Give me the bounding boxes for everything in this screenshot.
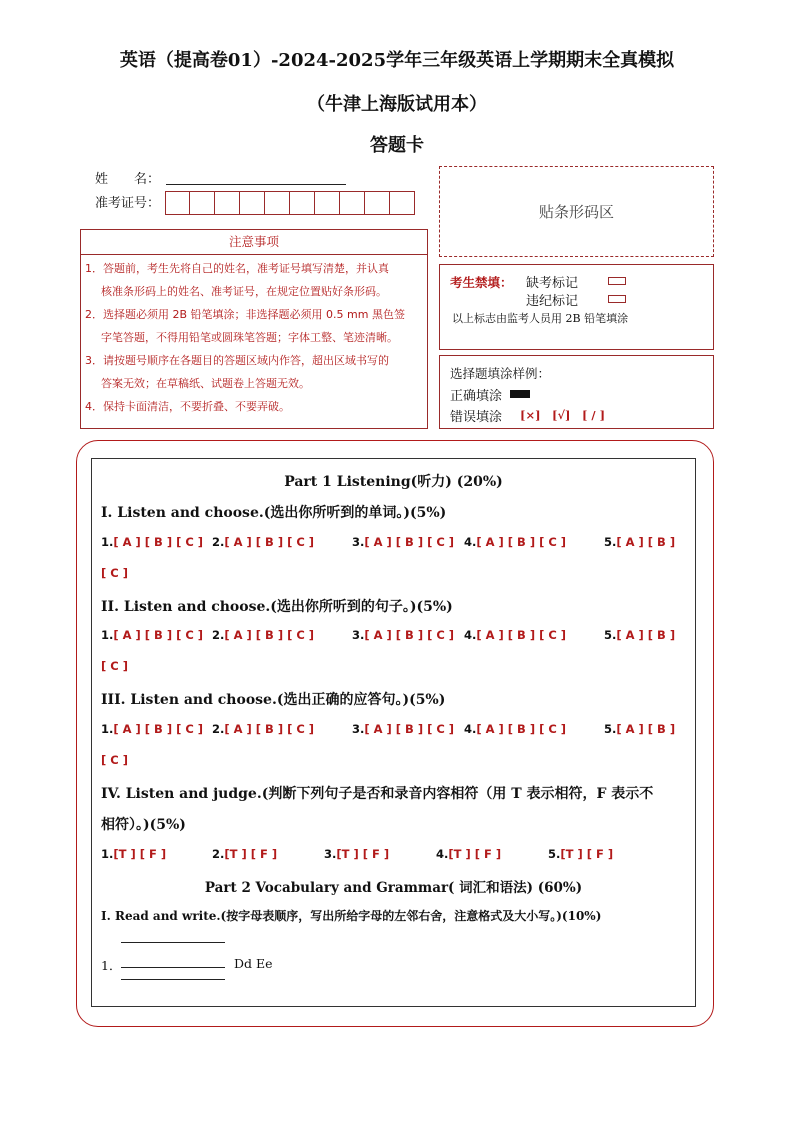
question-5-option-c[interactable]: [ C ] <box>101 566 128 580</box>
id-cell[interactable] <box>240 191 265 215</box>
id-label: 准考证号： <box>95 196 161 211</box>
forbidden-label: 考生禁填： <box>450 275 513 290</box>
section-1-heading: I. Listen and choose.(选出你所听到的单词。)(5%) <box>101 505 447 521</box>
question-2-options[interactable]: 2.[ A ] [ B ] [ C ] <box>212 722 315 736</box>
id-cell[interactable] <box>190 191 215 215</box>
absent-label: 缺考标记 <box>526 276 579 291</box>
judge-2-options[interactable]: 2.[T ] [ F ] <box>212 847 278 861</box>
part1-title: Part 1 Listening(听力) (20%) <box>284 474 503 490</box>
question-1-options[interactable]: 1.[ A ] [ B ] [ C ] <box>101 535 204 549</box>
id-cell[interactable] <box>390 191 415 215</box>
section-4-heading-cont: 相符）。)(5%) <box>101 817 186 833</box>
answer-line-top[interactable] <box>121 942 225 943</box>
question-2-options[interactable]: 2.[ A ] [ B ] [ C ] <box>212 535 315 549</box>
section-3-heading: III. Listen and choose.(选出正确的应答句。)(5%) <box>101 692 446 708</box>
question-5-options[interactable]: 5.[ A ] [ B ] <box>604 722 676 736</box>
name-label: 姓 名： <box>95 172 161 187</box>
id-number-boxes[interactable] <box>165 191 415 215</box>
fill-sample-box <box>439 355 714 429</box>
id-cell[interactable] <box>340 191 365 215</box>
question-3-options[interactable]: 3.[ A ] [ B ] [ C ] <box>352 722 455 736</box>
correct-fill-sample <box>510 390 530 398</box>
wrong-fill-label: 错误填涂 <box>450 410 503 425</box>
notice-item: 2．选择题必须用 2B 铅笔填涂；非选择题必须用 0.5 mm 黑色签 <box>85 308 405 321</box>
question-5-option-c[interactable]: [ C ] <box>101 753 128 767</box>
id-cell[interactable] <box>265 191 290 215</box>
question-5-options[interactable]: 5.[ A ] [ B ] <box>604 535 676 549</box>
question-4-options[interactable]: 4.[ A ] [ B ] [ C ] <box>464 722 567 736</box>
part2-section-1-heading: I. Read and write.(按字母表顺序，写出所给字母的左邻右舍，注意格式及大小写。)(10%) <box>101 909 602 923</box>
page-subtitle: （牛津上海版试用本） <box>307 94 487 115</box>
part2-title: Part 2 Vocabulary and Grammar( 词汇和语法) (60%) <box>204 880 583 896</box>
question-3-options[interactable]: 3.[ A ] [ B ] [ C ] <box>352 628 455 642</box>
given-letters: Dd Ee <box>234 956 273 971</box>
judge-5-options[interactable]: 5.[T ] [ F ] <box>548 847 614 861</box>
barcode-label: 贴条形码区 <box>538 203 614 221</box>
notice-item: 字笔答题，不得用铅笔或圆珠笔答题；字体工整、笔迹清晰。 <box>101 331 398 344</box>
absent-mark-box[interactable] <box>608 277 626 285</box>
question-4-options[interactable]: 4.[ A ] [ B ] [ C ] <box>464 535 567 549</box>
forbidden-note: 以上标志由监考人员用 2B 铅笔填涂 <box>452 312 629 325</box>
judge-3-options[interactable]: 3.[T ] [ F ] <box>324 847 390 861</box>
notice-box <box>80 229 428 429</box>
correct-fill-label: 正确填涂 <box>450 389 503 404</box>
page-title: 英语（提高卷01）-2024-2025学年三年级英语上学期期末全真模拟 <box>119 50 675 71</box>
violation-label: 违纪标记 <box>526 294 579 309</box>
notice-item: 核准条形码上的姓名、准考证号，在规定位置贴好条形码。 <box>101 285 387 298</box>
question-2-options[interactable]: 2.[ A ] [ B ] [ C ] <box>212 628 315 642</box>
id-cell[interactable] <box>165 191 190 215</box>
violation-mark-box[interactable] <box>608 295 626 303</box>
judge-1-options[interactable]: 1.[T ] [ F ] <box>101 847 167 861</box>
answer-line-left[interactable] <box>121 967 225 968</box>
notice-item: 1．答题前，考生先将自己的姓名，准考证号填写清楚，并认真 <box>85 262 389 275</box>
section-4-heading: IV. Listen and judge.(判断下列句子是否和录音内容相符（用 T 表示相符，F 表示不 <box>101 786 654 802</box>
question-1-options[interactable]: 1.[ A ] [ B ] [ C ] <box>101 722 204 736</box>
question-number: 1． <box>101 958 122 973</box>
name-field[interactable] <box>166 184 346 185</box>
question-1-options[interactable]: 1.[ A ] [ B ] [ C ] <box>101 628 204 642</box>
notice-title: 注意事项 <box>81 230 427 255</box>
id-cell[interactable] <box>290 191 315 215</box>
section-2-heading: II. Listen and choose.(选出你所听到的句子。)(5%) <box>101 599 453 615</box>
answer-line-bottom[interactable] <box>121 979 225 980</box>
judge-4-options[interactable]: 4.[T ] [ F ] <box>436 847 502 861</box>
notice-item: 4．保持卡面清洁，不要折叠、不要弄破。 <box>85 400 290 413</box>
barcode-area <box>439 166 714 257</box>
answer-card-title: 答题卡 <box>370 135 424 156</box>
sample-title: 选择题填涂样例： <box>450 366 551 381</box>
wrong-fill-samples: [×] [√] [ / ] <box>520 408 606 422</box>
proctor-mark-box <box>439 264 714 350</box>
notice-item: 3．请按题号顺序在各题目的答题区域内作答，超出区域书写的 <box>85 354 389 367</box>
id-cell[interactable] <box>215 191 240 215</box>
id-cell[interactable] <box>315 191 340 215</box>
notice-item: 答案无效；在草稿纸、试题卷上答题无效。 <box>101 377 310 390</box>
question-3-options[interactable]: 3.[ A ] [ B ] [ C ] <box>352 535 455 549</box>
question-4-options[interactable]: 4.[ A ] [ B ] [ C ] <box>464 628 567 642</box>
id-cell[interactable] <box>365 191 390 215</box>
question-5-options[interactable]: 5.[ A ] [ B ] <box>604 628 676 642</box>
question-5-option-c[interactable]: [ C ] <box>101 659 128 673</box>
